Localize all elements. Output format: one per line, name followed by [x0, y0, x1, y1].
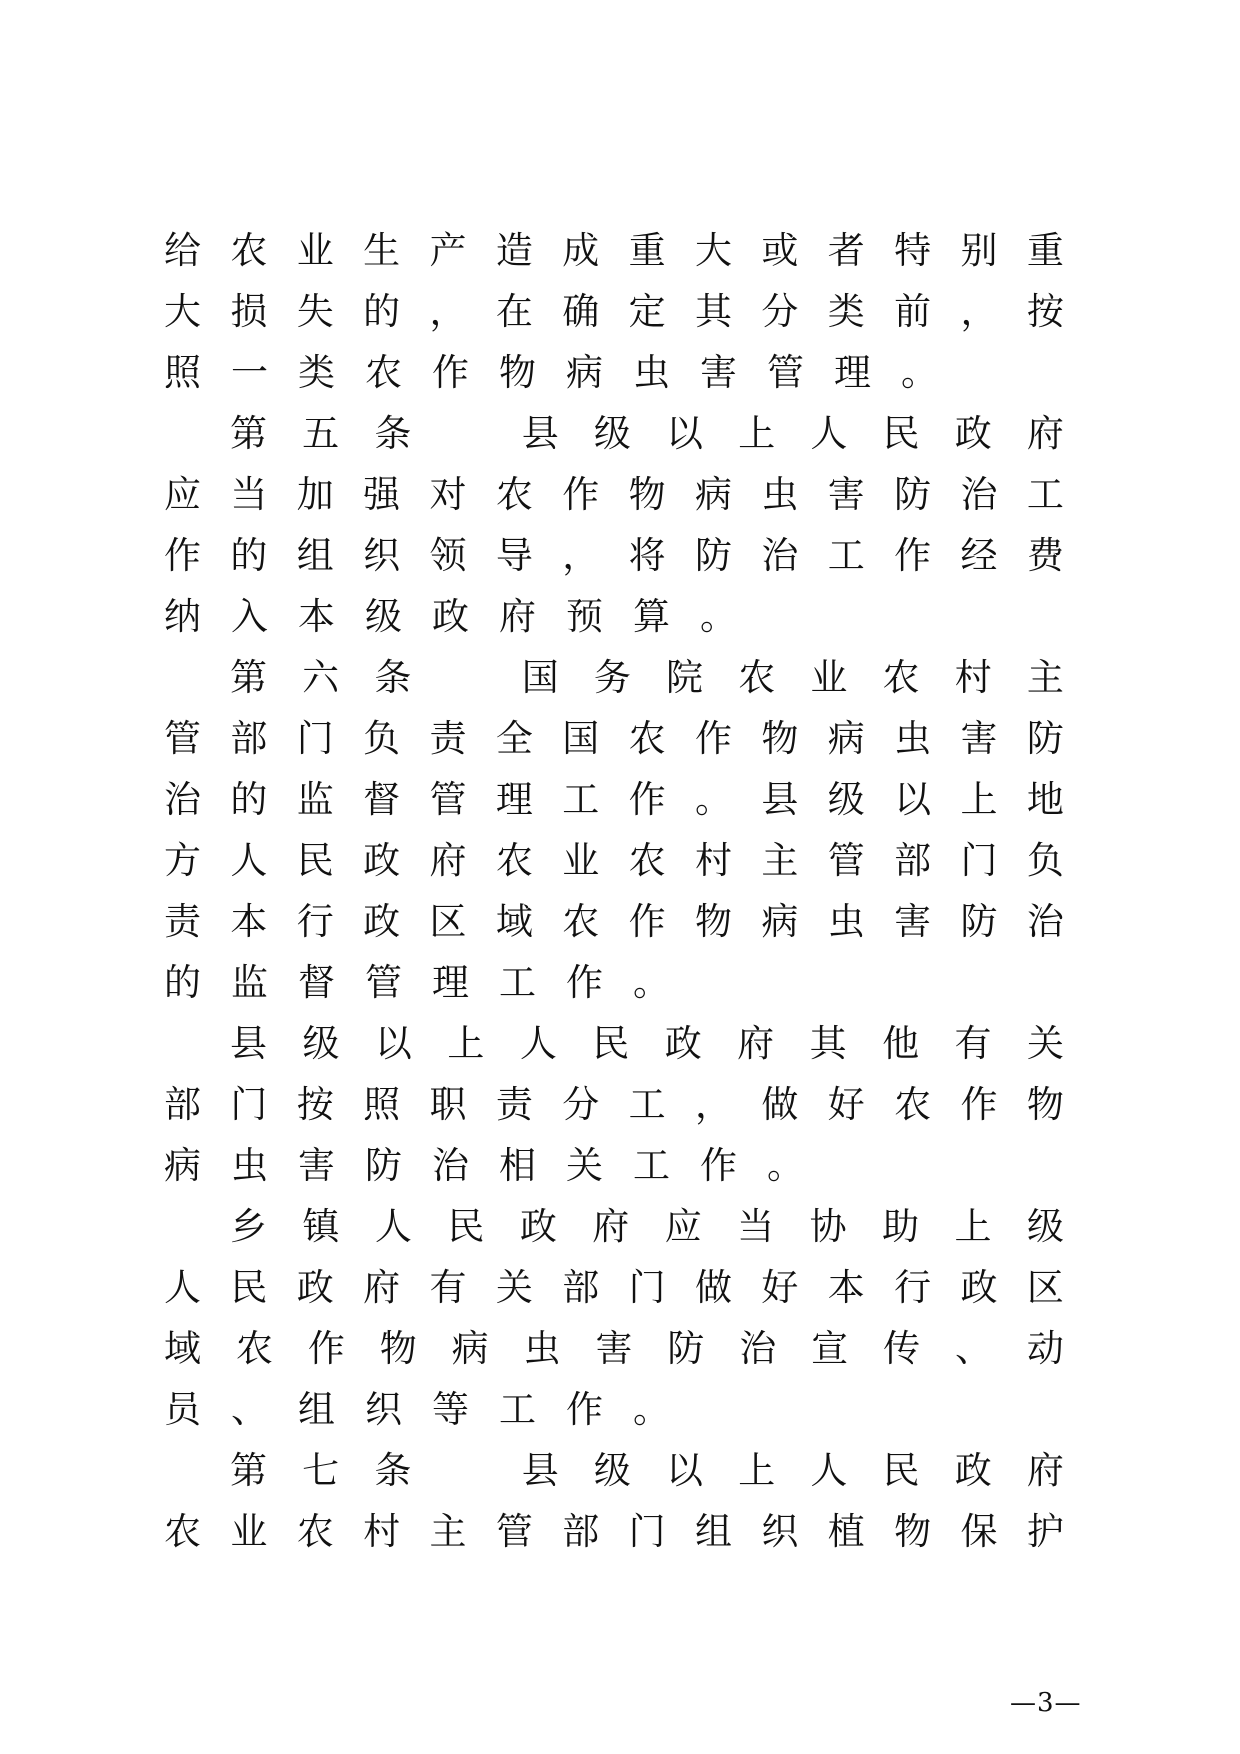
text-line: 照 一 类 农 作 物 病 虫 害 管 理 。: [164, 351, 938, 394]
text-line: 县 级 以 上 人 民 政 府 其 他 有 关: [230, 1022, 1064, 1065]
text-line: 管 部 门 负 责 全 国 农 作 物 病 虫 害 防: [164, 717, 1064, 760]
text-line: 责 本 行 政 区 域 农 作 物 病 虫 害 防 治: [164, 900, 1064, 943]
text-line: 第 七 条 县 级 以 上 人 民 政 府: [230, 1449, 1064, 1492]
text-line: 农 业 农 村 主 管 部 门 组 织 植 物 保 护: [164, 1510, 1064, 1553]
document-body: [164, 220, 1064, 1562]
text-line: 大 损 失 的 ， 在 确 定 其 分 类 前 ， 按: [164, 290, 1064, 333]
text-line: 人 民 政 府 有 关 部 门 做 好 本 行 政 区: [164, 1266, 1064, 1309]
text-line: 方 人 民 政 府 农 业 农 村 主 管 部 门 负: [164, 839, 1064, 882]
text-line: 的 监 督 管 理 工 作 。: [164, 961, 670, 1004]
text-line: 病 虫 害 防 治 相 关 工 作 。: [164, 1144, 804, 1187]
text-line: 第 五 条 县 级 以 上 人 民 政 府: [230, 412, 1064, 455]
text-line: 员 、 组 织 等 工 作 。: [164, 1388, 670, 1431]
text-line: 部 门 按 照 职 责 分 工 ， 做 好 农 作 物: [164, 1083, 1064, 1126]
text-line: 应 当 加 强 对 农 作 物 病 虫 害 防 治 工: [164, 473, 1064, 516]
text-line: 域 农 作 物 病 虫 害 防 治 宣 传 、 动: [164, 1327, 1064, 1370]
text-line: 给 农 业 生 产 造 成 重 大 或 者 特 别 重: [164, 229, 1064, 272]
text-line: 作 的 组 织 领 导 ， 将 防 治 工 作 经 费: [164, 534, 1064, 577]
page-number: —3—: [1010, 1688, 1082, 1718]
text-line: 乡 镇 人 民 政 府 应 当 协 助 上 级: [230, 1205, 1064, 1248]
text-line: 治 的 监 督 管 理 工 作 。 县 级 以 上 地: [164, 778, 1064, 821]
text-line: 第 六 条 国 务 院 农 业 农 村 主: [230, 656, 1064, 699]
text-line: 纳 入 本 级 政 府 预 算 。: [164, 595, 737, 638]
